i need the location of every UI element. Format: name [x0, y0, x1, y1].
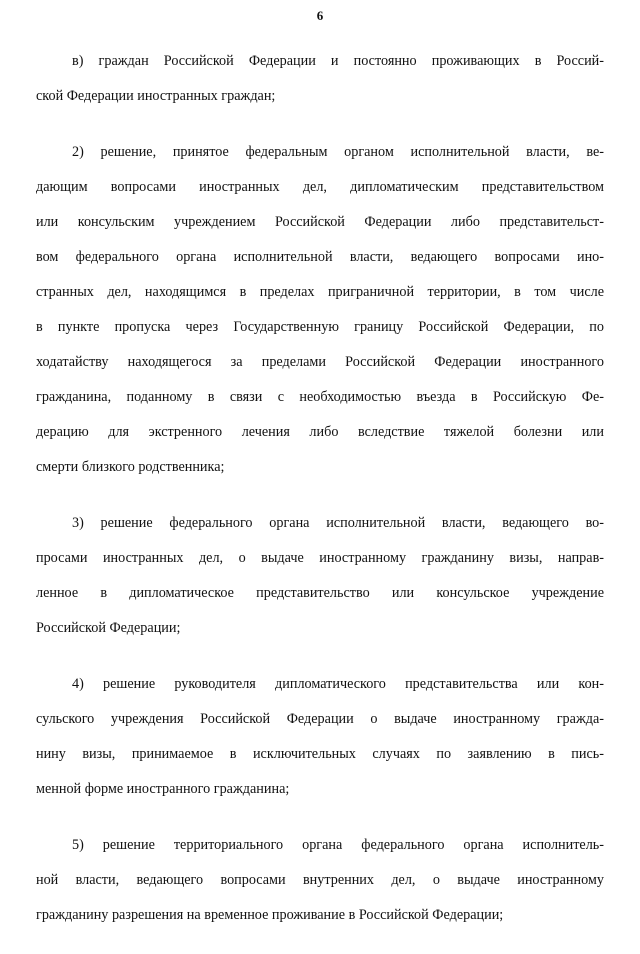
text-line: дающим вопросами иностранных дел, дипломатическим представительством: [36, 179, 604, 195]
text-line: в пункте пропуска через Государственную границу Российской Федерации, по: [36, 319, 604, 335]
paragraph-item-3: [36, 506, 604, 646]
text-line: Российской Федерации;: [36, 620, 181, 636]
text-line: 3) решение федерального органа исполнительной власти, ведающего во-: [72, 515, 604, 531]
text-line: 4) решение руководителя дипломатического представительства или кон-: [72, 676, 604, 692]
text-line: ной власти, ведающего вопросами внутренних дел, о выдаче иностранному: [36, 872, 604, 888]
document-body: [36, 44, 604, 954]
paragraph-item-4: [36, 667, 604, 807]
text-line: в) граждан Российской Федерации и постоянно проживающих в Россий-: [72, 53, 604, 69]
text-line: гражданину разрешения на временное проживание в Российской Федерации;: [36, 907, 504, 923]
paragraph-item-5: [36, 828, 604, 933]
text-line: ходатайству находящегося за пределами Российской Федерации иностранного: [36, 354, 604, 370]
text-line: ской Федерации иностранных граждан;: [36, 88, 276, 104]
text-line: 2) решение, принятое федеральным органом исполнительной власти, ве-: [72, 144, 604, 160]
page-number: 6: [316, 8, 324, 23]
text-line: или консульским учреждением Российской Федерации либо представительст-: [36, 214, 604, 230]
text-line: 5) решение территориального органа федерального органа исполнитель-: [72, 837, 604, 853]
text-line: сульского учреждения Российской Федерации о выдаче иностранному гражда-: [36, 711, 604, 727]
text-line: нину визы, принимаемое в исключительных случаях по заявлению в пись-: [36, 746, 604, 762]
text-line: просами иностранных дел, о выдаче иностранному гражданину визы, направ-: [36, 550, 604, 566]
text-line: гражданина, поданному в связи с необходимостью въезда в Российскую Фе-: [36, 389, 604, 405]
text-line: вом федерального органа исполнительной власти, ведающего вопросами ино-: [36, 249, 604, 265]
text-line: ленное в дипломатическое представительство или консульское учреждение: [36, 585, 604, 601]
text-line: странных дел, находящимся в пределах приграничной территории, в том числе: [36, 284, 604, 300]
paragraph-item-2: [36, 135, 604, 485]
text-line: менной форме иностранного гражданина;: [36, 781, 290, 797]
paragraph-citizens: [36, 44, 604, 114]
text-line: смерти близкого родственника;: [36, 459, 225, 475]
text-line: дерацию для экстренного лечения либо вследствие тяжелой болезни или: [36, 424, 604, 440]
